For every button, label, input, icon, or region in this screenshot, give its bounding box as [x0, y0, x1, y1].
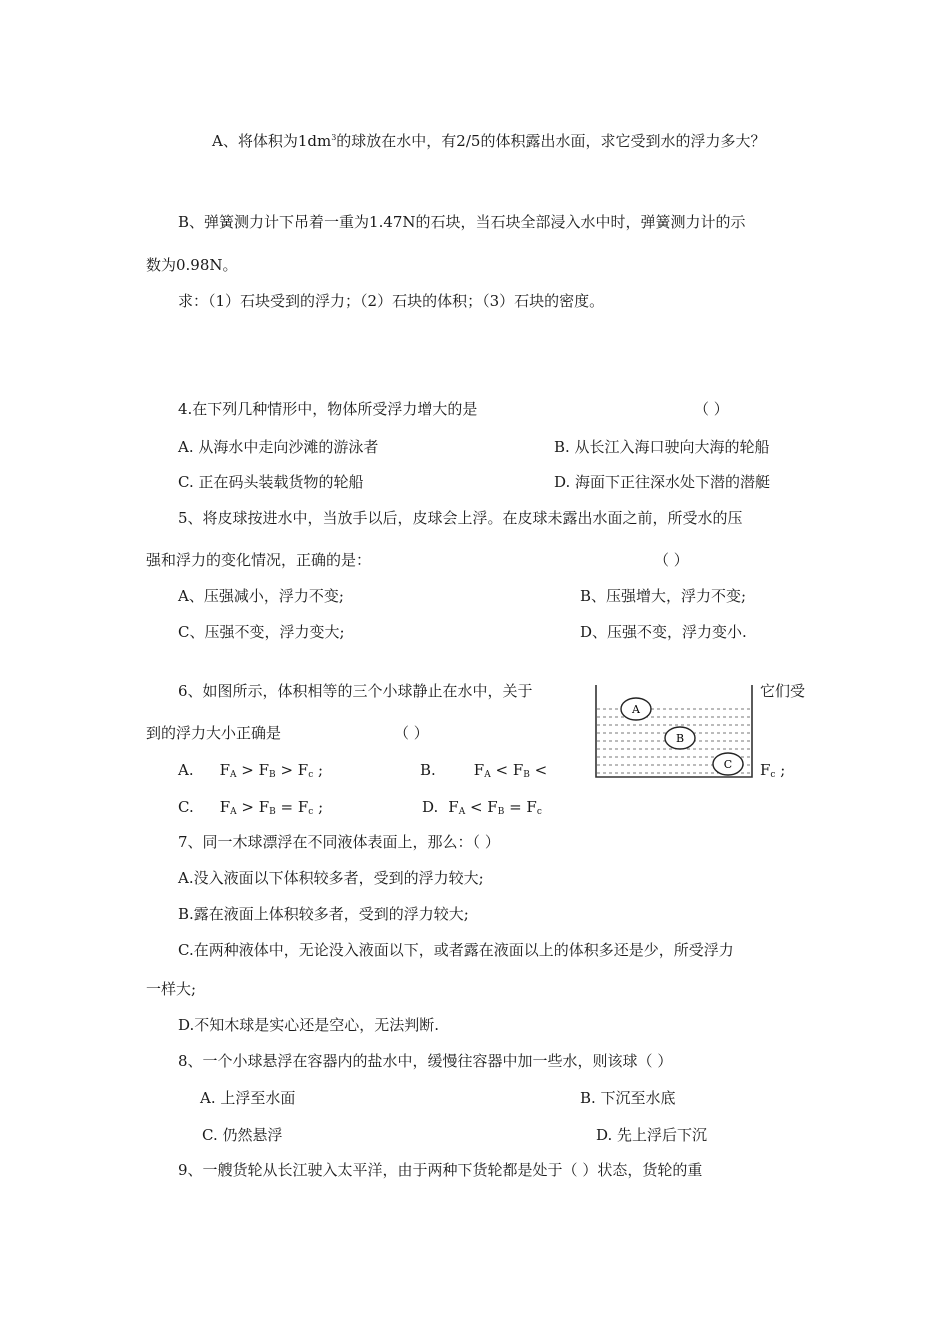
- q5-bracket: （ ）: [654, 551, 689, 569]
- q6-a-label: A.: [178, 761, 194, 779]
- q6-c-label: C.: [178, 798, 194, 816]
- q4-option-d: D. 海面下正往深水处下潜的潜艇: [554, 473, 771, 491]
- q4-option-b: B. 从长江入海口驶向大海的轮船: [554, 438, 770, 456]
- q6-c-sub-a: A: [230, 807, 237, 817]
- q7-stem: 7、同一木球漂浮在不同液体表面上，那么：（ ）: [178, 833, 500, 851]
- q8-option-d: D. 先上浮后下沉: [596, 1126, 708, 1144]
- q6-c-f1: F: [219, 798, 231, 816]
- q6-line2: 到的浮力大小正确是: [146, 724, 282, 742]
- q6-c-end: ;: [313, 798, 324, 816]
- q4-option-c: C. 正在码头装载货物的轮船: [178, 473, 364, 491]
- q6-a-sub-b: B: [269, 770, 276, 780]
- container-figure: [592, 683, 760, 793]
- q6-b-lt1: < F: [490, 761, 524, 779]
- q6-option-b-tail: [760, 760, 785, 785]
- q6-b-lt2: <: [529, 761, 548, 779]
- q6-option-b: [420, 760, 547, 785]
- q6-option-a: [178, 760, 323, 785]
- q6-a-f1: F: [219, 761, 231, 779]
- q6-b-end: ;: [775, 761, 786, 779]
- q8-option-c: C. 仍然悬浮: [202, 1126, 283, 1144]
- problem-a-text-2: 的球放在水中，有2/5的体积露出水面，求它受到水的浮力多大？: [336, 132, 766, 150]
- ball-c-label: C: [723, 758, 733, 771]
- q6-b-sub-c: c: [770, 770, 776, 780]
- q6-b-sub-b: B: [523, 770, 530, 780]
- q6-c-eq: = F: [275, 798, 309, 816]
- q6-a-sub-a: A: [230, 770, 237, 780]
- problem-b-line3: 求：（1）石块受到的浮力；（2）石块的体积；（3）石块的密度。: [178, 292, 605, 310]
- q7-option-b: B.露在液面上体积较多者，受到的浮力较大;: [178, 905, 469, 923]
- cube-superscript: 3: [331, 133, 337, 142]
- q7-option-c-line2: 一样大;: [146, 980, 197, 998]
- q5-line2: 强和浮力的变化情况，正确的是：: [146, 551, 372, 569]
- q6-option-d: [422, 797, 542, 822]
- problem-b-line2: 数为0.98N。: [146, 256, 238, 274]
- q7-option-d: D.不知木球是实心还是空心，无法判断.: [178, 1016, 440, 1034]
- q6-a-gt2: > F: [275, 761, 309, 779]
- q8-option-b: B. 下沉至水底: [580, 1089, 676, 1107]
- ball-a-label: A: [632, 703, 640, 716]
- q4-option-a: A. 从海水中走向沙滩的游泳者: [178, 438, 379, 456]
- q6-a-sub-c: c: [308, 770, 314, 780]
- q6-b-label: B.: [420, 761, 436, 779]
- q6-d-sub-a: A: [458, 807, 466, 817]
- ball-b-label: B: [675, 732, 685, 745]
- q6-b-sub-a: A: [484, 770, 491, 780]
- q8-option-a: A. 上浮至水面: [200, 1089, 296, 1107]
- q6-d-label: D.: [422, 798, 439, 816]
- problem-b-line1: B、弹簧测力计下吊着一重为1.47N的石块，当石块全部浸入水中时，弹簧测力计的示: [178, 213, 746, 231]
- q5-option-a: A、压强减小，浮力不变;: [178, 587, 344, 605]
- q6-d-eq: = F: [504, 798, 537, 816]
- q6-option-c: [178, 797, 323, 822]
- q6-d-sub-b: B: [497, 807, 505, 817]
- q6-a-end: ;: [313, 761, 324, 779]
- q6-d-lt: < F: [465, 798, 498, 816]
- q7-option-c-line1: C.在两种液体中，无论没入液面以下，或者露在液面以上的体积多还是少，所受浮力: [178, 941, 734, 959]
- q9-line1: 9、一艘货轮从长江驶入太平洋，由于两种下货轮都是处于（ ）状态，货轮的重: [178, 1161, 703, 1179]
- q6-a-gt1: > F: [236, 761, 270, 779]
- q5-option-c: C、压强不变，浮力变大;: [178, 623, 345, 641]
- q5-line1: 5、将皮球按进水中，当放手以后，皮球会上浮。在皮球未露出水面之前，所受水的压: [178, 509, 743, 527]
- q8-stem: 8、一个小球悬浮在容器内的盐水中，缓慢往容器中加一些水，则该球（ ）: [178, 1052, 673, 1070]
- q6-bracket: （ ）: [394, 724, 429, 742]
- q6-b-f1: F: [473, 761, 485, 779]
- q5-option-d: D、压强不变，浮力变小.: [580, 623, 747, 641]
- q6-c-sub-b: B: [269, 807, 276, 817]
- q6-b-f3: F: [760, 761, 771, 779]
- q4-bracket: （ ）: [694, 400, 729, 418]
- q4-stem: 4.在下列几种情形中，物体所受浮力增大的是: [178, 400, 478, 418]
- q6-d-sub-c: c: [536, 807, 542, 817]
- q6-c-sub-c: c: [308, 807, 314, 817]
- q5-option-b: B、压强增大，浮力不变;: [580, 587, 747, 605]
- problem-a-text: A、将体积为1dm: [212, 132, 332, 150]
- q6-d-f1: F: [448, 798, 459, 816]
- q6-line1: 6、如图所示，体积相等的三个小球静止在水中，关于: [178, 682, 533, 700]
- q7-option-a: A.没入液面以下体积较多者，受到的浮力较大;: [178, 869, 484, 887]
- q6-line1-tail: 它们受: [760, 682, 806, 700]
- q6-c-gt: > F: [236, 798, 270, 816]
- problem-a: [212, 128, 765, 151]
